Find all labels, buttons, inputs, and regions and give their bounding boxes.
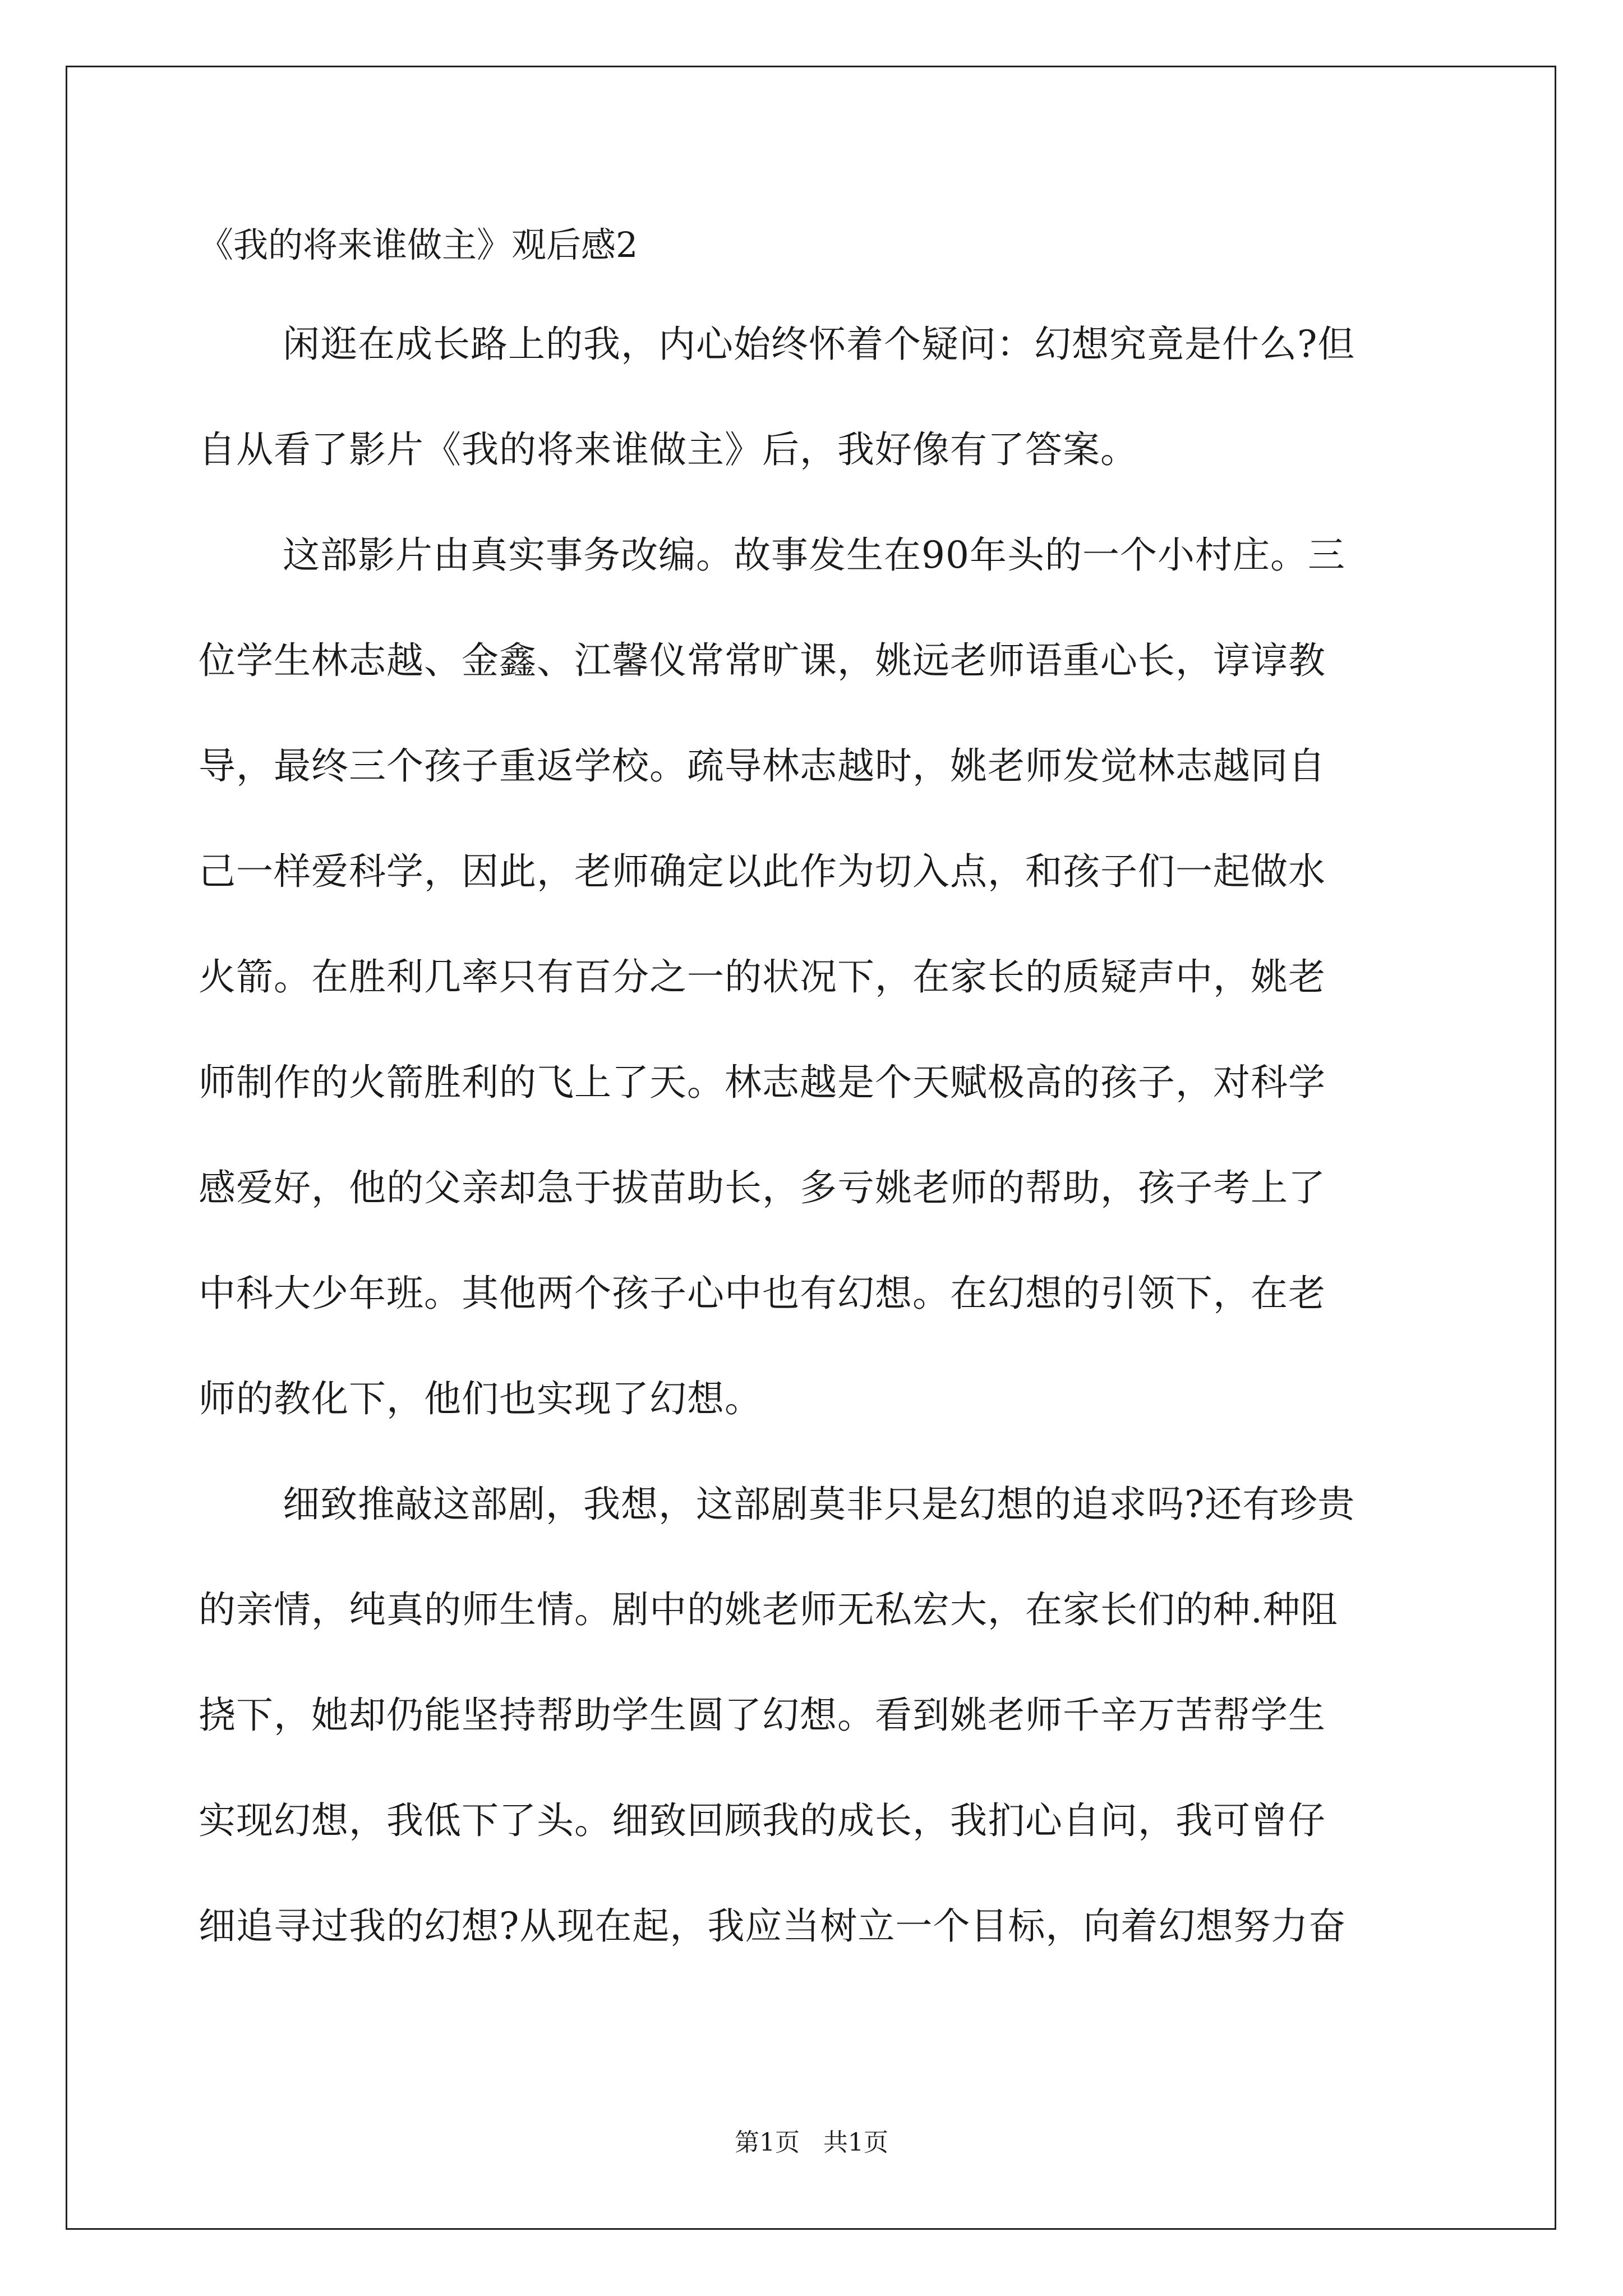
paragraph-2-line-3: 导，最终三个孩子重返学校。疏导林志越时，姚老师发觉林志越同自 — [199, 744, 1326, 788]
paragraph-1-line-2: 自从看了影片《我的将来谁做主》后，我好像有了答案。 — [199, 428, 1138, 471]
paragraph-3-line-2: 的亲情，纯真的师生情。剧中的姚老师无私宏大，在家长们的种.种阻 — [199, 1588, 1338, 1631]
paragraph-2-line-8: 中科大少年班。其他两个孩子心中也有幻想。在幻想的引领下，在老 — [199, 1272, 1326, 1315]
paragraph-1-line-1: 闲逛在成长路上的我，内心始终怀着个疑问：幻想究竟是什么?但 — [283, 323, 1355, 366]
paragraph-2-line-4: 己一样爱科学，因此，老师确定以此作为切入点，和孩子们一起做水 — [199, 850, 1326, 893]
document-body — [199, 292, 1432, 1979]
paragraph-2-line-7: 感爱好，他的父亲却急于拔苗助长，多亏姚老师的帮助，孩子考上了 — [199, 1166, 1326, 1209]
paragraph-3-line-5: 细追寻过我的幻想?从现在起，我应当树立一个目标，向着幻想努力奋 — [199, 1904, 1347, 1948]
paragraph-3-line-4: 实现幻想，我低下了头。细致回顾我的成长，我扪心自问，我可曾仔 — [199, 1799, 1326, 1842]
paragraph-3-line-3: 挠下，她却仍能坚持帮助学生圆了幻想。看到姚老师千辛万苦帮学生 — [199, 1694, 1326, 1737]
paragraph-2-line-1: 这部影片由真实事务改编。故事发生在90年头的一个小村庄。三 — [283, 533, 1345, 577]
page-footer: 第1页 共1页 — [735, 2128, 888, 2157]
paragraph-2-line-9: 师的教化下，他们也实现了幻想。 — [199, 1377, 762, 1420]
paragraph-2-line-2: 位学生林志越、金鑫、江馨仪常常旷课，姚远老师语重心长，谆谆教 — [199, 639, 1326, 682]
document-title: 《我的将来谁做主》观后感2 — [199, 224, 638, 265]
paragraph-2-line-5: 火箭。在胜利几率只有百分之一的状况下，在家长的质疑声中，姚老 — [199, 955, 1326, 999]
paragraph-3-line-1: 细致推敲这部剧，我想，这部剧莫非只是幻想的追求吗?还有珍贵 — [283, 1483, 1355, 1526]
paragraph-2-line-6: 师制作的火箭胜利的飞上了天。林志越是个天赋极高的孩子，对科学 — [199, 1061, 1326, 1104]
